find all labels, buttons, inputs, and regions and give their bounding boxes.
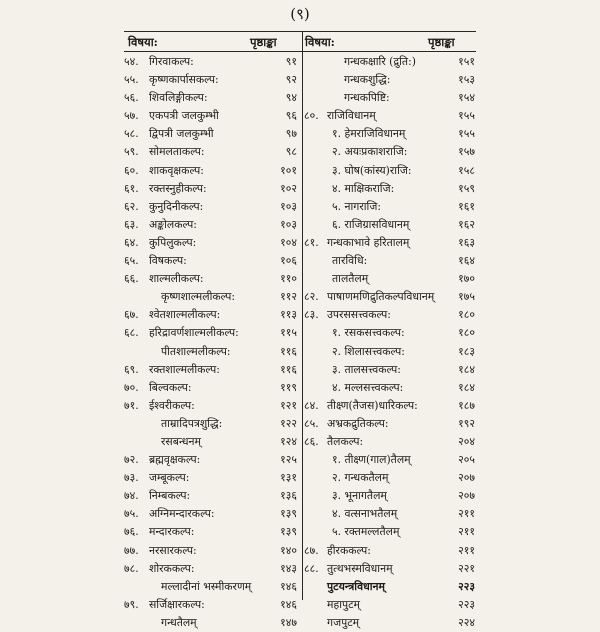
contents-entry	[124, 487, 300, 505]
entry-page: १२२	[280, 416, 297, 430]
entry-number: ७४.	[124, 489, 139, 503]
entry-title: अभ्रकद्रुतिकल्प:	[327, 416, 389, 430]
entry-page: १८७	[458, 398, 475, 412]
entry-title: ४. मल्लसत्त्वकल्प:	[332, 380, 404, 394]
entry-title: कृष्णशाल्मलीकल्प:	[161, 290, 236, 304]
entry-number: ७५.	[124, 507, 139, 521]
entry-page: १६४	[458, 254, 475, 268]
entry-page: २०४	[458, 434, 475, 448]
entry-title: शिवलिङ्गीकल्प:	[149, 91, 208, 105]
entry-number: ८४.	[304, 398, 319, 412]
entry-title: २. गन्धकतैलम्	[332, 471, 389, 485]
contents-entry	[304, 89, 476, 107]
entry-title: गन्धकपिष्टि:	[344, 91, 390, 105]
entry-page: १२४	[280, 434, 297, 448]
contents-entry	[124, 397, 300, 415]
contents-entry	[124, 252, 300, 270]
contents-entry	[124, 433, 300, 451]
entry-page: ११९	[280, 380, 297, 394]
entry-title: निम्बकल्प:	[149, 489, 191, 503]
entry-page: १४३	[280, 561, 297, 575]
entry-number: ७२.	[124, 453, 139, 467]
contents-entry	[124, 71, 300, 89]
contents-entry	[124, 614, 300, 632]
entry-number: ८५.	[304, 416, 319, 430]
contents-entry	[124, 469, 300, 487]
entry-page: १७५	[458, 290, 475, 304]
column-divider	[302, 31, 303, 600]
contents-entry	[304, 125, 476, 143]
entry-page: १३९	[280, 507, 297, 521]
entry-page: १८४	[458, 380, 475, 394]
entry-page: १६१	[458, 199, 475, 213]
right-contents-column	[304, 53, 476, 632]
entry-number: ६६.	[124, 272, 139, 286]
entry-title: २. अयःप्रकाशराजि:	[332, 145, 408, 159]
entry-page: १५७	[458, 145, 475, 159]
entry-page: २२३	[458, 597, 475, 611]
entry-title: तारविधि:	[332, 254, 368, 268]
entry-page: १४७	[280, 615, 297, 629]
entry-page: १४६	[280, 579, 297, 593]
entry-title: तैलकल्प:	[327, 434, 364, 448]
contents-entry	[304, 288, 476, 306]
contents-entry	[304, 234, 476, 252]
entry-number: ७६.	[124, 525, 139, 539]
contents-entry	[124, 270, 300, 288]
entry-title: ६. राजिग्रासविधानम्	[332, 217, 410, 231]
entry-number: ६९.	[124, 362, 139, 376]
entry-title: पाषाणमणिद्रुतिकल्पविधानम्	[327, 290, 435, 304]
contents-entry	[124, 324, 300, 342]
contents-entry	[304, 216, 476, 234]
entry-page: १३९	[280, 525, 297, 539]
left-subject-header: विषया:	[128, 35, 158, 49]
entry-title: ३. भूनागतैलम्	[332, 489, 387, 503]
entry-page: १५९	[458, 181, 475, 195]
entry-title: राजिविधानम्	[327, 109, 376, 123]
entry-page: २०७	[458, 489, 475, 503]
entry-page: २११	[458, 543, 475, 557]
entry-title: एकपत्री जलकुम्भी	[149, 109, 219, 123]
entry-number: ५४.	[124, 55, 139, 68]
entry-number: ८६.	[304, 434, 319, 448]
contents-entry	[124, 361, 300, 379]
entry-title: मन्दारकल्प:	[149, 525, 195, 539]
contents-entry	[124, 89, 300, 107]
entry-title: रसबन्धनम्	[161, 434, 201, 448]
entry-page: ९७	[285, 127, 297, 141]
contents-entry	[124, 216, 300, 234]
contents-entry	[124, 451, 300, 469]
contents-entry	[304, 361, 476, 379]
contents-entry	[304, 505, 476, 523]
contents-entry	[304, 433, 476, 451]
entry-title: नरसारकल्प:	[149, 543, 197, 557]
entry-page: १४६	[280, 597, 297, 611]
entry-title: ३. तालसत्त्वकल्प:	[332, 362, 401, 376]
contents-entry	[304, 397, 476, 415]
entry-title: कृष्णकार्पासकल्प:	[149, 73, 219, 87]
entry-page: १५३	[458, 73, 475, 87]
entry-title: गन्धकक्षारि (द्रुति:)	[344, 55, 416, 68]
entry-number: ७८.	[124, 561, 139, 575]
contents-entry	[124, 578, 300, 596]
entry-title: शाल्मलीकल्प:	[149, 272, 204, 286]
entry-number: ६५.	[124, 254, 139, 268]
entry-number: ६०.	[124, 163, 139, 177]
entry-title: ताम्रादिपत्रशुद्धि:	[161, 416, 223, 430]
entry-title: ४. माक्षिकराजि:	[332, 181, 395, 195]
entry-title: गिरवाकल्प:	[149, 55, 194, 68]
entry-number: ८१.	[304, 235, 319, 249]
entry-title: श्वेतशाल्मलीकल्प:	[149, 308, 221, 322]
entry-page: १८३	[458, 344, 475, 358]
entry-title: ५. नागराजि:	[332, 199, 382, 213]
entry-title: तीक्ष्ण(तैजस)धारिकल्प:	[327, 398, 418, 412]
entry-title: हीरककल्प:	[327, 543, 371, 557]
entry-page: १५५	[458, 109, 475, 123]
entry-number: ५८.	[124, 127, 139, 141]
entry-page: २२१	[458, 561, 475, 575]
contents-entry	[304, 107, 476, 125]
entry-number: ६४.	[124, 235, 139, 249]
entry-title: सोमलताकल्प:	[149, 145, 205, 159]
entry-page: ९२	[285, 73, 297, 87]
entry-title: द्विपत्री जलकुम्भी	[149, 127, 214, 141]
entry-title: शोरककल्प:	[149, 561, 195, 575]
entry-page: १३६	[280, 489, 297, 503]
contents-entry	[124, 53, 300, 71]
entry-title: गन्धकाभावे हरितालम्	[327, 235, 410, 249]
entry-title: ४. वत्सनाभतैलम्	[332, 507, 398, 521]
entry-title: मल्लादीनां भस्मीकरणम्	[161, 579, 252, 593]
entry-page: ९६	[285, 109, 297, 123]
entry-page: १८०	[458, 326, 475, 340]
entry-title: गन्धतैलम्	[161, 615, 197, 629]
entry-page: १५८	[458, 163, 475, 177]
entry-title: ५. रक्तमल्लतैलम्	[332, 525, 400, 539]
entry-page: २११	[458, 525, 475, 539]
contents-entry	[124, 505, 300, 523]
entry-page: १०६	[280, 254, 297, 268]
entry-page: २२३	[458, 579, 475, 593]
entry-title: महापुटम्	[327, 597, 361, 611]
contents-entry	[304, 596, 476, 614]
entry-title: रक्तस्नुहीकल्प:	[149, 181, 207, 195]
entry-number: ७०.	[124, 380, 139, 394]
contents-entry	[124, 560, 300, 578]
entry-number: ६२.	[124, 199, 139, 213]
header-rule	[124, 51, 476, 52]
entry-page: १५५	[458, 127, 475, 141]
entry-page: १८०	[458, 308, 475, 322]
contents-entry	[304, 53, 476, 71]
contents-entry	[124, 198, 300, 216]
contents-entry	[124, 415, 300, 433]
entry-title: तालतैलम्	[332, 272, 369, 286]
entry-title: हरिद्रावर्णशाल्मलीकल्प:	[149, 326, 239, 340]
entry-title: उपरससत्त्वकल्प:	[327, 308, 391, 322]
entry-number: ६१.	[124, 181, 139, 195]
entry-page: ११६	[280, 344, 297, 358]
entry-title: १. रसकसत्त्वकल्प:	[332, 326, 405, 340]
contents-entry	[304, 614, 476, 632]
entry-page: ११६	[280, 362, 297, 376]
entry-number: ६८.	[124, 326, 139, 340]
entry-title: शाकवृक्षकल्प:	[149, 163, 204, 177]
entry-title: अग्निमन्दारकल्प:	[149, 507, 215, 521]
entry-title: गन्धकशुद्धि:	[344, 73, 391, 87]
entry-number: ७३.	[124, 471, 139, 485]
contents-entry	[304, 198, 476, 216]
entry-title: तुत्थभस्मविधानम्	[327, 561, 393, 575]
entry-title: गजपुटम्	[327, 615, 360, 629]
right-subject-header: विषया:	[305, 35, 335, 49]
contents-entry	[304, 560, 476, 578]
contents-entry	[304, 324, 476, 342]
contents-entry	[124, 107, 300, 125]
entry-page: ९८	[285, 145, 297, 159]
contents-entry	[304, 379, 476, 397]
contents-entry	[124, 379, 300, 397]
entry-page: २२४	[458, 615, 475, 629]
entry-title: जम्बूकल्प:	[149, 471, 190, 485]
contents-entry	[124, 343, 300, 361]
contents-entry	[124, 542, 300, 560]
entry-page: २०५	[458, 453, 475, 467]
contents-entry	[304, 487, 476, 505]
entry-page: १९२	[458, 416, 475, 430]
entry-page: १६३	[458, 235, 475, 249]
contents-entry	[304, 469, 476, 487]
contents-entry	[124, 234, 300, 252]
entry-number: ६७.	[124, 308, 139, 322]
entry-page: १२१	[280, 398, 297, 412]
entry-page: १०२	[280, 181, 297, 195]
entry-page: १७०	[458, 272, 475, 286]
entry-page: ११०	[280, 272, 297, 286]
contents-entry	[304, 71, 476, 89]
entry-page: १३१	[280, 471, 297, 485]
entry-title: १. तीक्ष्ण(गाल)तैलम्	[332, 453, 411, 467]
entry-page: २०७	[458, 471, 475, 485]
entry-title: २. शिलासत्त्वकल्प:	[332, 344, 405, 358]
entry-page: १५१	[458, 55, 475, 68]
contents-entry	[124, 523, 300, 541]
entry-page: १०१	[280, 163, 297, 177]
entry-page: १२५	[280, 453, 297, 467]
contents-entry	[304, 252, 476, 270]
entry-page: १०३	[280, 217, 297, 231]
entry-page: १६२	[458, 217, 475, 231]
contents-entry	[124, 180, 300, 198]
entry-title: सर्जिक्षारकल्प:	[149, 597, 205, 611]
page-number: (९)	[290, 5, 310, 23]
entry-title: पुटयन्त्रविधानम्	[327, 579, 385, 593]
entry-page: ११५	[280, 326, 297, 340]
entry-number: ५६.	[124, 91, 139, 105]
contents-entry	[304, 180, 476, 198]
entry-number: ७१.	[124, 398, 139, 412]
entry-page: २११	[458, 507, 475, 521]
contents-entry	[304, 162, 476, 180]
entry-page: १४०	[280, 543, 297, 557]
entry-number: ७७.	[124, 543, 139, 557]
entry-page: ९१	[285, 55, 297, 68]
entry-title: कुनुदिनीकल्प:	[149, 199, 204, 213]
top-rule	[124, 31, 476, 32]
entry-page: ११३	[280, 308, 297, 322]
entry-number: ८३.	[304, 308, 319, 322]
entry-title: बिल्वकल्प:	[149, 380, 192, 394]
contents-entry	[304, 451, 476, 469]
entry-title: पीतशाल्मलीकल्प:	[161, 344, 231, 358]
entry-page: १०३	[280, 199, 297, 213]
contents-entry	[304, 578, 476, 596]
entry-number: ५७.	[124, 109, 139, 123]
left-page-header: पृष्ठाङ्का	[250, 35, 277, 49]
entry-number: ५५.	[124, 73, 139, 87]
contents-entry	[304, 143, 476, 161]
entry-title: ३. घोष(कांस्य)राजि:	[332, 163, 412, 177]
entry-title: अङ्कोलकल्प:	[149, 217, 197, 231]
contents-entry	[304, 343, 476, 361]
entry-title: रक्तशाल्मलीकल्प:	[149, 362, 220, 376]
contents-entry	[304, 270, 476, 288]
entry-number: ६३.	[124, 217, 139, 231]
entry-page: १०४	[280, 235, 297, 249]
contents-entry	[124, 306, 300, 324]
entry-title: कुपिलुकल्प:	[149, 235, 197, 249]
entry-number: ८७.	[304, 543, 319, 557]
entry-number: ८२.	[304, 290, 319, 304]
entry-title: ईश्वरीकल्प:	[149, 398, 195, 412]
contents-entry	[304, 415, 476, 433]
contents-entry	[304, 542, 476, 560]
contents-entry	[124, 125, 300, 143]
contents-entry	[304, 306, 476, 324]
entry-page: ११२	[280, 290, 297, 304]
entry-page: ९४	[285, 91, 297, 105]
entry-number: ७९.	[124, 597, 139, 611]
entry-number: ८०.	[304, 109, 319, 123]
contents-entry	[304, 523, 476, 541]
entry-title: विषकल्प:	[149, 254, 187, 268]
contents-entry	[124, 162, 300, 180]
entry-page: १८४	[458, 362, 475, 376]
right-page-header: पृष्ठाङ्का	[428, 35, 455, 49]
contents-entry	[124, 596, 300, 614]
contents-entry	[124, 143, 300, 161]
entry-title: ब्रह्मवृक्षकल्प:	[149, 453, 201, 467]
left-contents-column	[124, 53, 300, 632]
entry-number: ८८.	[304, 561, 319, 575]
entry-number: ५९.	[124, 145, 139, 159]
entry-title: १. हेमराजिविधानम्	[332, 127, 406, 141]
contents-entry	[124, 288, 300, 306]
entry-page: १५४	[458, 91, 475, 105]
